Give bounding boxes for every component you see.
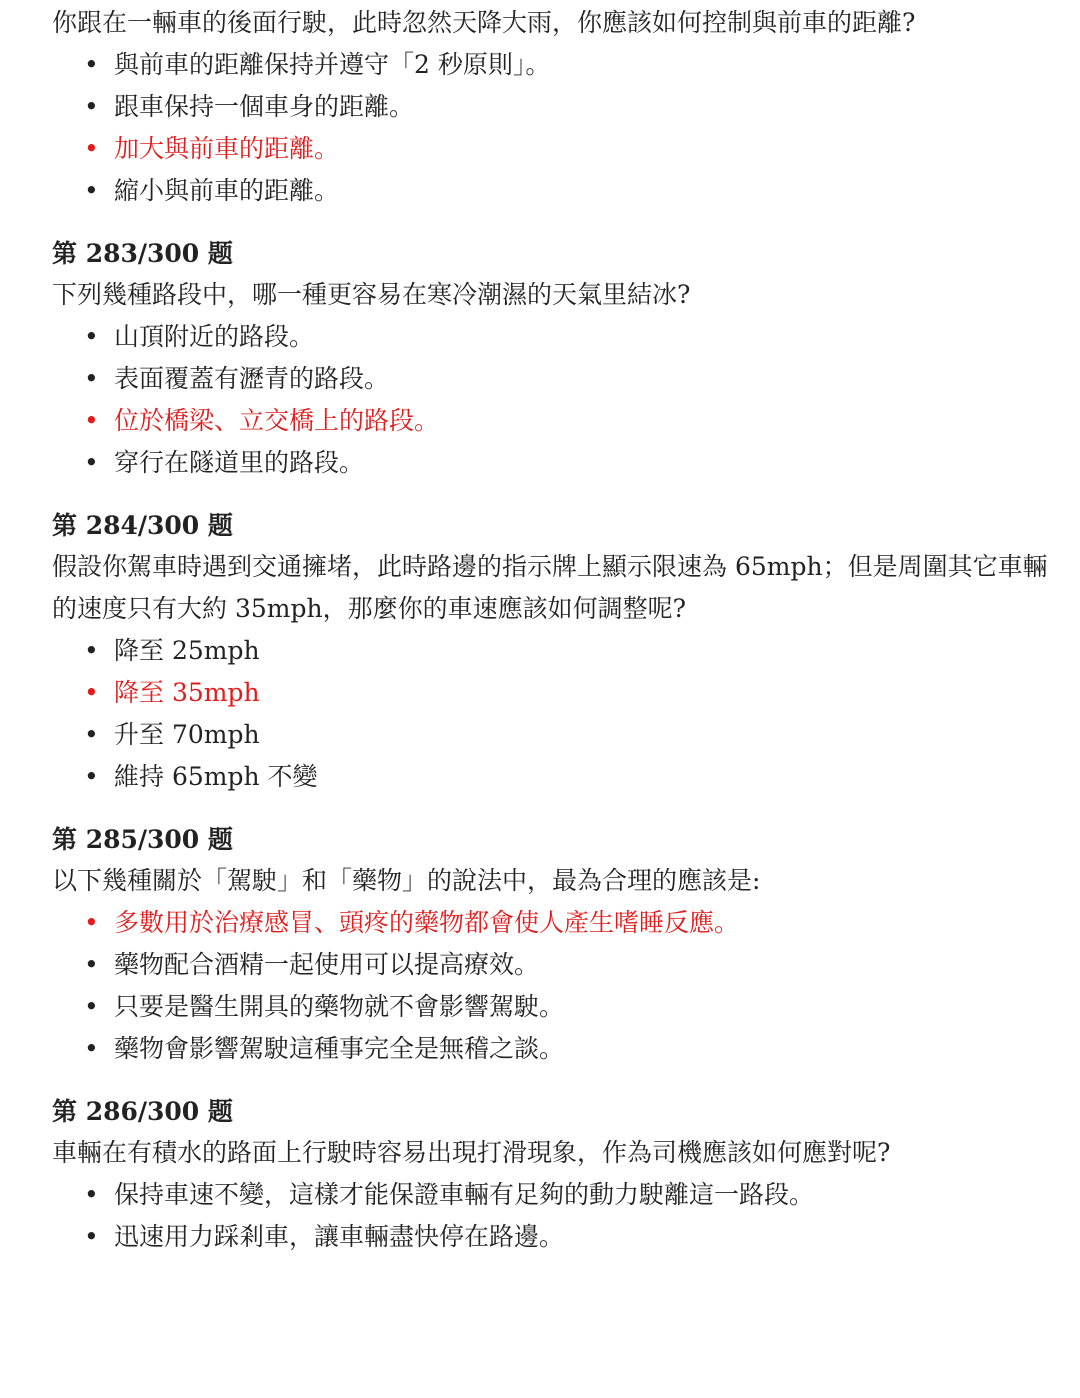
bullet-icon: •: [84, 448, 99, 477]
question-block: [52, 2, 1052, 212]
option-item: [52, 170, 1052, 212]
option-item: [52, 756, 1052, 798]
option-item: [52, 1028, 1052, 1070]
bullet-icon: •: [84, 1180, 99, 1209]
option-item: [52, 44, 1052, 86]
option-item: [52, 86, 1052, 128]
option-text: 跟車保持一個車身的距離。: [114, 92, 415, 121]
option-text: 降至 25mph: [114, 636, 260, 665]
option-item: [52, 986, 1052, 1028]
question-heading: 第 285/300 题: [52, 825, 233, 854]
bullet-icon: •: [84, 636, 99, 665]
question-text: 假設你駕車時遇到交通擁堵，此時路邊的指示牌上顯示限速為 65mph；但是周圍其它車輛的速度只有大約 35mph，那麼你的車速應該如何調整呢?: [52, 552, 1048, 623]
bullet-icon: •: [84, 1034, 99, 1063]
bullet-icon: •: [84, 762, 99, 791]
option-text: 縮小與前車的距離。: [114, 176, 340, 205]
question-block: [52, 820, 1052, 1070]
option-text: 只要是醫生開具的藥物就不會影響駕駛。: [114, 992, 565, 1021]
option-item: [52, 714, 1052, 756]
question-heading: 第 284/300 题: [52, 511, 233, 540]
option-text: 表面覆蓋有瀝青的路段。: [114, 364, 390, 393]
bullet-icon: •: [84, 406, 99, 435]
option-text: 位於橋梁、立交橋上的路段。: [114, 406, 440, 435]
option-text: 迅速用力踩剎車，讓車輛盡快停在路邊。: [114, 1222, 565, 1251]
option-item: [52, 358, 1052, 400]
bullet-icon: •: [84, 678, 99, 707]
option-item: [52, 316, 1052, 358]
bullet-icon: •: [84, 992, 99, 1021]
question-text: 下列幾種路段中，哪一種更容易在寒冷潮濕的天氣里結冰?: [52, 280, 691, 309]
option-item-correct: [52, 672, 1052, 714]
option-item: [52, 442, 1052, 484]
bullet-icon: •: [84, 908, 99, 937]
option-text: 降至 35mph: [114, 678, 260, 707]
option-text: 山頂附近的路段。: [114, 322, 315, 351]
option-text: 保持車速不變，這樣才能保證車輛有足夠的動力駛離這一路段。: [114, 1180, 815, 1209]
option-text: 穿行在隧道里的路段。: [114, 448, 365, 477]
bullet-icon: •: [84, 364, 99, 393]
option-item-correct: [52, 400, 1052, 442]
bullet-icon: •: [84, 92, 99, 121]
option-item: [52, 630, 1052, 672]
question-heading: 第 283/300 题: [52, 239, 233, 268]
question-text: 你跟在一輛車的後面行駛，此時忽然天降大雨，你應該如何控制與前車的距離?: [52, 8, 916, 37]
option-list: [52, 316, 1052, 484]
question-text: 車輛在有積水的路面上行駛時容易出現打滑現象，作為司機應該如何應對呢?: [52, 1138, 891, 1167]
bullet-icon: •: [84, 950, 99, 979]
option-text: 藥物會影響駕駛這種事完全是無稽之談。: [114, 1034, 565, 1063]
question-list: [52, 2, 1052, 1280]
bullet-icon: •: [84, 1222, 99, 1251]
option-item: [52, 944, 1052, 986]
bullet-icon: •: [84, 176, 99, 205]
question-heading: 第 286/300 题: [52, 1097, 233, 1126]
option-list: [52, 902, 1052, 1070]
option-text: 多數用於治療感冒、頭疼的藥物都會使人產生嗜睡反應。: [114, 908, 740, 937]
question-text: 以下幾種關於「駕駛」和「藥物」的說法中，最為合理的應該是:: [52, 866, 761, 895]
option-text: 藥物配合酒精一起使用可以提高療效。: [114, 950, 540, 979]
bullet-icon: •: [84, 720, 99, 749]
bullet-icon: •: [84, 50, 99, 79]
question-block: [52, 506, 1052, 798]
option-text: 加大與前車的距離。: [114, 134, 340, 163]
option-item: [52, 1216, 1052, 1258]
question-block: [52, 234, 1052, 484]
bullet-icon: •: [84, 134, 99, 163]
option-list: [52, 630, 1052, 798]
bullet-icon: •: [84, 322, 99, 351]
option-text: 升至 70mph: [114, 720, 260, 749]
option-item-correct: [52, 902, 1052, 944]
option-item: [52, 1174, 1052, 1216]
option-text: 與前車的距離保持并遵守「2 秒原則」。: [114, 50, 551, 79]
option-list: [52, 44, 1052, 212]
question-block: [52, 1092, 1052, 1258]
option-text: 維持 65mph 不變: [114, 762, 318, 791]
option-item-correct: [52, 128, 1052, 170]
option-list: [52, 1174, 1052, 1258]
